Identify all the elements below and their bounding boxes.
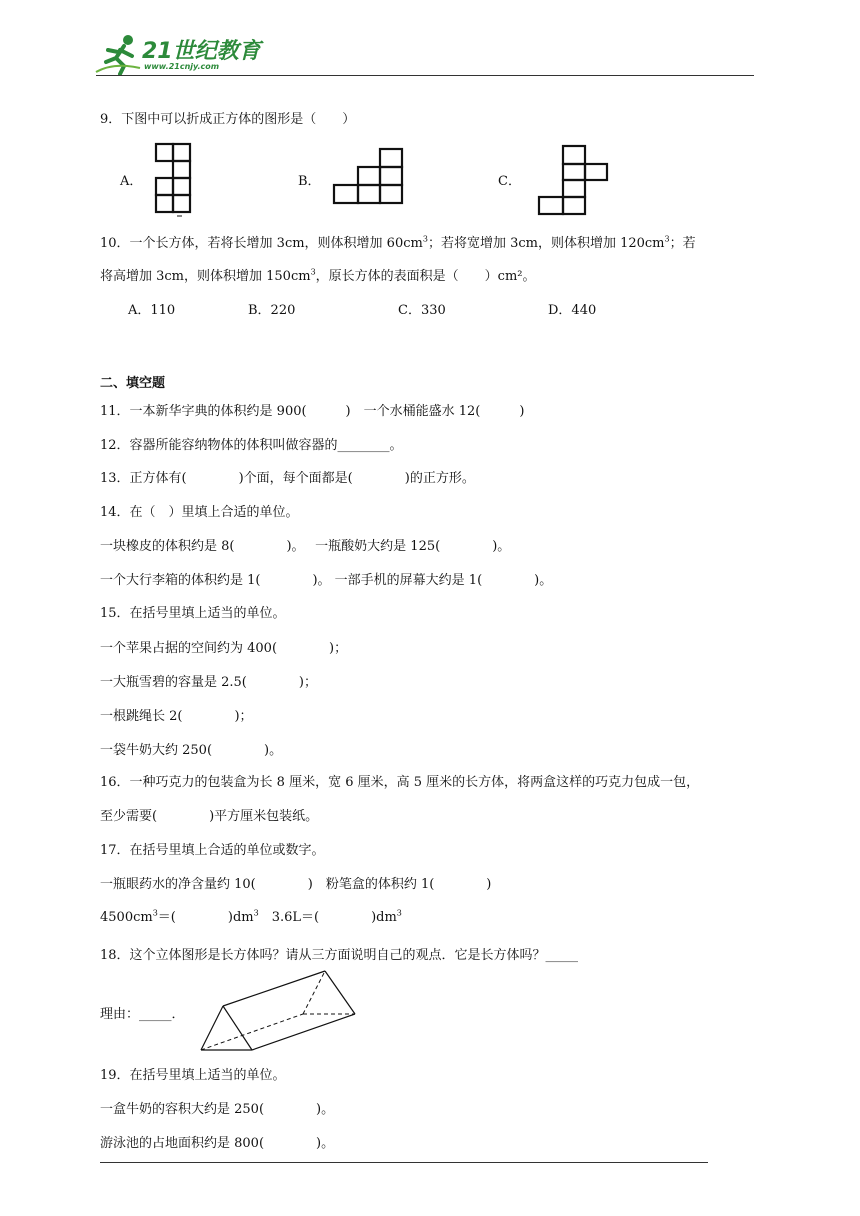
q15-line2: 一大瓶雪碧的容量是 2.5( )； — [100, 675, 317, 690]
unit-cm: cm — [403, 236, 423, 251]
q10-text-d: 将高增加 3cm，则体积增加 150 — [100, 269, 291, 284]
q18-reason: 理由：_____． — [100, 1007, 185, 1022]
sup: 3 — [253, 908, 259, 918]
sup: 3 — [310, 267, 316, 277]
sup: 3 — [152, 908, 158, 918]
header-divider — [96, 75, 754, 76]
q17-text-c: 3.6L＝( )dm — [258, 910, 397, 925]
q10-option-b[interactable]: B．220 — [248, 303, 296, 318]
q12: 12．容器所能容纳物体的体积叫做容器的________。 — [100, 438, 403, 453]
q10-option-c[interactable]: C．330 — [398, 303, 446, 318]
q9-option-c[interactable]: C． — [498, 174, 521, 189]
footer-divider — [100, 1162, 708, 1163]
q17-line1: 一瓶眼药水的净含量约 10( ) 粉笔盒的体积约 1( ) — [100, 877, 492, 892]
q16-line2: 至少需要( )平方厘米包装纸。 — [100, 809, 319, 824]
section-title: 二、填空题 — [100, 376, 166, 391]
q19-stem: 19．在括号里填上适当的单位。 — [100, 1068, 286, 1083]
sup: 3 — [396, 908, 402, 918]
q14-line2: 一个大行李箱的体积约是 1( )。 一部手机的屏幕大约是 1( )。 — [100, 573, 553, 588]
unit-cm: cm — [290, 269, 311, 284]
q16-line1: 16．一种巧克力的包装盒为长 8 厘米，宽 6 厘米，高 5 厘米的长方体，将两盒这样的巧克力包成一包， — [100, 775, 700, 790]
cube-net-b — [330, 145, 410, 205]
site-logo — [94, 32, 264, 76]
q14-line1: 一块橡皮的体积约是 8( )。 一瓶酸奶大约是 125( )。 — [100, 539, 511, 554]
q15-line3: 一根跳绳长 2( )； — [100, 709, 253, 724]
cube-net-c — [535, 142, 620, 218]
q9-option-b[interactable]: B． — [298, 174, 321, 189]
q15-stem: 15．在括号里填上适当的单位。 — [100, 606, 286, 621]
q19-line2: 游泳池的占地面积约是 800( )。 — [100, 1136, 335, 1151]
q18-stem: 18．这个立体图形是长方体吗？请从三方面说明自己的观点．它是长方体吗？_____ — [100, 948, 579, 963]
q15-line1: 一个苹果占据的空间约为 400( )； — [100, 641, 348, 656]
q10-text-c: ；若 — [669, 236, 696, 251]
q10-text-a: 10．一个长方体，若将长增加 3cm，则体积增加 60 — [100, 236, 404, 251]
q10-line1 — [100, 232, 696, 251]
q11: 11．一本新华字典的体积约是 900( ) 一个水桶能盛水 12( ) — [100, 404, 525, 419]
q14-stem: 14．在（ ）里填上合适的单位。 — [100, 505, 299, 520]
q17-text-b: ＝( )dm — [157, 910, 254, 925]
q10-text-b: ；若将宽增加 3cm，则体积增加 120 — [427, 236, 645, 251]
q17-stem: 17．在括号里填上合适的单位或数字。 — [100, 843, 325, 858]
q10-option-a[interactable]: A．110 — [128, 303, 176, 318]
q9-stem: 9．下图中可以折成正方体的图形是（ ） — [100, 112, 356, 127]
triangular-prism-figure — [196, 966, 361, 1058]
q10-text-e: ，原长方体的表面积是（ ）cm²。 — [315, 269, 536, 284]
sup: 3 — [422, 234, 428, 244]
sup: 3 — [664, 234, 670, 244]
q9-option-a[interactable]: A． — [120, 174, 143, 189]
q13: 13．正方体有( )个面，每个面都是( )的正方形。 — [100, 471, 475, 486]
logo-url: www.21cnjy.com — [144, 62, 220, 71]
logo-text: 21世纪教育 — [142, 39, 261, 64]
q17-text-a: 4500cm — [100, 910, 153, 925]
unit-cm: cm — [644, 236, 665, 251]
q10-option-d[interactable]: D．440 — [548, 303, 597, 318]
q15-line4: 一袋牛奶大约 250( )。 — [100, 743, 283, 758]
q10-line2 — [100, 265, 536, 284]
cube-net-a — [150, 140, 210, 220]
q17-line2 — [100, 906, 402, 925]
runner-logo-icon — [94, 32, 144, 76]
q19-line1: 一盒牛奶的容积大约是 250( )。 — [100, 1102, 335, 1117]
